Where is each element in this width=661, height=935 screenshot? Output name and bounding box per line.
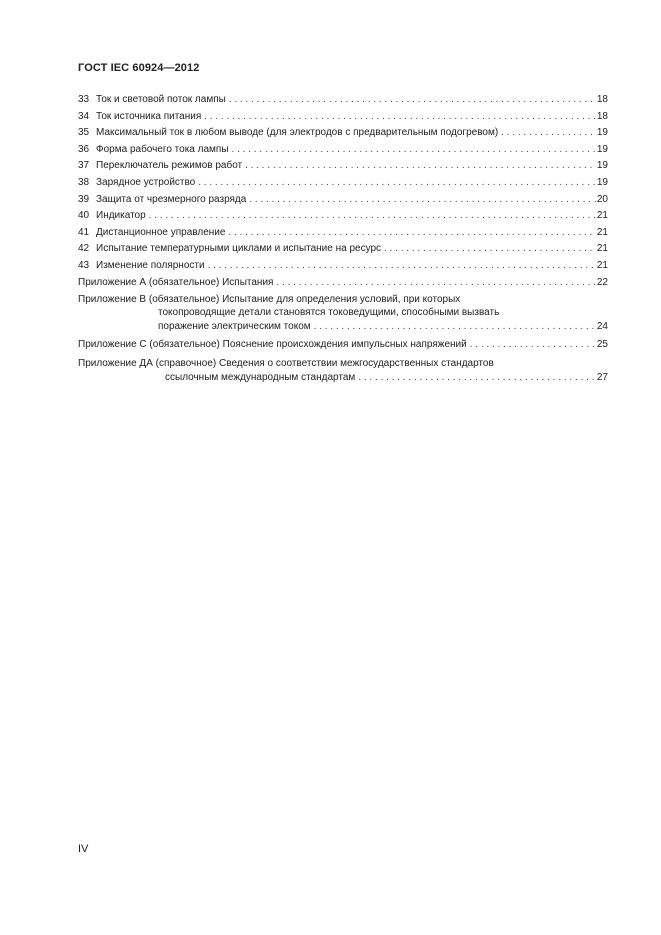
toc-leader-dots (149, 208, 596, 224)
appendix-title-last-line (78, 370, 608, 384)
toc-entry-page: 19 (596, 160, 608, 172)
page-number: IV (78, 843, 89, 855)
appendix-b (78, 293, 608, 333)
appendix-da (78, 357, 608, 384)
toc-entry-page: 18 (596, 110, 608, 122)
toc-entry-title: Форма рабочего тока лампы (96, 143, 229, 155)
toc-leader-dots (358, 370, 596, 386)
toc-leader-dots (229, 92, 596, 108)
toc-entry-39 (78, 192, 608, 209)
toc-entry-43 (78, 258, 608, 275)
toc-entry-page: 21 (596, 243, 608, 255)
appendix-page: 25 (596, 338, 608, 350)
toc-entry-page: 18 (596, 94, 608, 105)
toc-entry-number: 42 (78, 243, 90, 255)
toc-entry-page: 19 (596, 143, 608, 155)
toc-leader-dots (470, 337, 596, 353)
toc-entry-41 (78, 225, 608, 242)
toc-entry-page: 20 (596, 193, 608, 205)
toc-entry-page: 21 (596, 259, 608, 271)
toc-entry-title: Переключатель режимов работ (96, 160, 243, 172)
toc-entry-title: Испытание температурными циклами и испытание на ресурс (96, 243, 382, 255)
toc-entry-number: 38 (78, 176, 90, 188)
toc-entry-number: 40 (78, 210, 90, 222)
appendix-title: Приложение А (обязательное) Испытания (78, 276, 274, 288)
toc-leader-dots (249, 192, 596, 208)
toc-leader-dots (204, 109, 596, 125)
toc-entry-number: 34 (78, 110, 90, 122)
toc-entry-33 (78, 92, 608, 109)
toc-leader-dots (501, 125, 596, 141)
toc-entry-number: 36 (78, 143, 90, 155)
toc-leader-dots (276, 275, 595, 291)
appendix-title-line: Приложение В (обязательное) Испытание для определения условий, при которых (78, 293, 461, 305)
toc-entry-number: 43 (78, 259, 90, 271)
appendix-title-line: поражение электрическим током (158, 320, 311, 332)
appendix-title: Приложение С (обязательное) Пояснение происхождения импульсных напряжений (78, 338, 467, 350)
appendix-list (78, 275, 608, 384)
toc-entry-page: 19 (596, 127, 608, 139)
appendix-title-last-line (78, 319, 608, 333)
toc-entry-title: Зарядное устройство (96, 176, 196, 188)
appendix-page: 22 (596, 276, 608, 288)
appendix-title-line: токопроводящие детали становятся токоведущими, способными вызвать (158, 306, 500, 318)
toc-entry-number: 41 (78, 226, 90, 238)
appendix-c (78, 337, 608, 353)
appendix-title-line: ссылочным международным стандартам (165, 371, 356, 383)
appendix-a (78, 275, 608, 291)
toc-entry-number: 33 (78, 94, 90, 105)
toc-entry-page: 21 (596, 226, 608, 238)
toc-leader-dots (198, 175, 596, 191)
toc-entry-title: Защита от чрезмерного разряда (96, 193, 247, 205)
document-header: ГОСТ IEC 60924—2012 (78, 62, 200, 74)
toc-entry-title: Максимальный ток в любом выводе (для электродов с предварительным подогревом) (96, 127, 499, 139)
toc-entry-number: 35 (78, 127, 90, 139)
toc-entry-title: Дистанционное управление (96, 226, 226, 238)
appendix-page: 27 (596, 371, 608, 383)
toc-entry-title: Изменение полярности (96, 259, 205, 271)
toc-entry-35 (78, 125, 608, 142)
toc-leader-dots (228, 225, 595, 241)
toc-leader-dots (208, 258, 596, 274)
table-of-contents (78, 92, 608, 388)
toc-entry-number: 37 (78, 160, 90, 172)
toc-entry-38 (78, 175, 608, 192)
appendix-title-line: Приложение ДА (справочное) Сведения о соответствии межгосударственных стандартов (78, 357, 494, 369)
toc-leader-dots (245, 158, 596, 174)
toc-entry-34 (78, 109, 608, 126)
toc-entry-page: 21 (596, 210, 608, 222)
toc-entry-title: Ток и световой поток лампы (96, 94, 226, 105)
toc-entry-37 (78, 158, 608, 175)
toc-leader-dots (384, 241, 596, 257)
toc-leader-dots (232, 142, 596, 158)
toc-entry-42 (78, 241, 608, 258)
toc-entry-40 (78, 208, 608, 225)
toc-entry-number: 39 (78, 193, 90, 205)
toc-entry-page: 19 (596, 176, 608, 188)
toc-entry-title: Индикатор (96, 210, 146, 222)
appendix-page: 24 (596, 320, 608, 332)
toc-leader-dots (314, 319, 596, 335)
toc-entry-36 (78, 142, 608, 159)
toc-entry-title: Ток источника питания (96, 110, 202, 122)
